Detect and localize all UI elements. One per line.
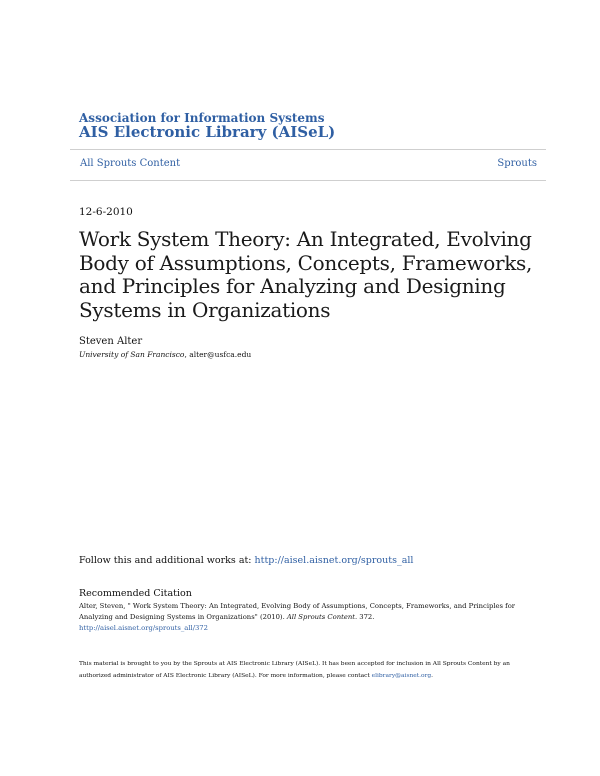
sprouts-link[interactable]: Sprouts bbox=[497, 158, 537, 169]
author-name: Steven Alter bbox=[79, 336, 143, 347]
author-affiliation bbox=[79, 350, 251, 359]
follow-url-link[interactable]: http://aisel.aisnet.org/sprouts_all bbox=[254, 555, 414, 566]
recommended-citation-heading: Recommended Citation bbox=[79, 588, 192, 599]
author-email: , alter@usfca.edu bbox=[184, 350, 252, 359]
publication-date: 12-6-2010 bbox=[79, 206, 133, 218]
org-name: Association for Information Systems bbox=[79, 111, 325, 125]
footer-note bbox=[79, 658, 529, 682]
paper-title: Work System Theory: An Integrated, Evolving Body of Assumptions, Concepts, Frameworks, and Principles for Analyzing and Designing Systems in Organizations bbox=[79, 227, 533, 322]
contact-email-link[interactable]: elibrary@aisnet.org bbox=[371, 673, 432, 679]
footer-text: This material is brought to you by the Sprouts at AIS Electronic Library (AISeL). It has been accepted for inclusion in All Sprouts Content by an authorized administrator of AIS Electronic Library (AISeL). For more information, please contact bbox=[79, 661, 510, 679]
follow-label: Follow this and additional works at: bbox=[79, 555, 255, 566]
citation-text: Alter, Steven, " Work System Theory: An Integrated, Evolving Body of Assumptions, Concepts, Frameworks, and Principles for Analyzing and Designing Systems in Organizations" (2010). bbox=[79, 602, 516, 621]
affiliation-name: University of San Francisco bbox=[79, 350, 185, 359]
citation-journal: All Sprouts Content bbox=[286, 613, 355, 621]
library-name-link[interactable]: AIS Electronic Library (AISeL) bbox=[79, 123, 336, 141]
all-sprouts-content-link[interactable]: All Sprouts Content bbox=[80, 158, 181, 169]
citation-number: . 372. bbox=[354, 613, 375, 621]
recommended-citation bbox=[79, 601, 529, 634]
follow-line bbox=[79, 555, 413, 566]
nav-bar bbox=[70, 149, 546, 181]
citation-url-link[interactable]: http://aisel.aisnet.org/sprouts_all/372 bbox=[79, 624, 208, 632]
footer-end: . bbox=[431, 673, 433, 679]
